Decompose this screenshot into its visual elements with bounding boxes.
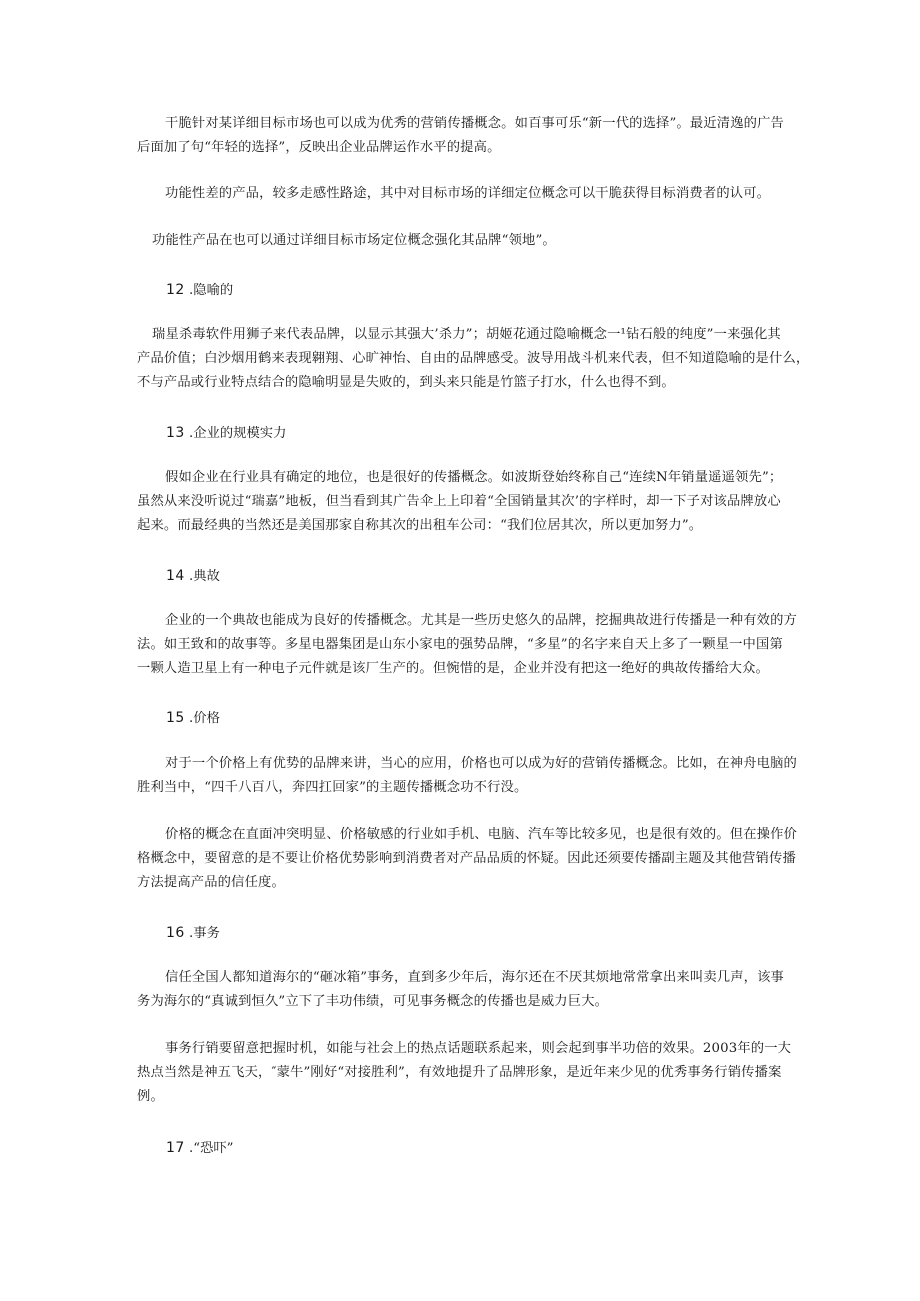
section-heading-14: [166, 566, 220, 587]
paragraph-scale-strength: [137, 466, 787, 538]
text-line: 法。如王致和的故事等。多星电器集团是山东小家电的强势品牌，“多星”的名字来自天上多了一颗星一中国第: [137, 637, 783, 652]
text-line: 起来。而最经典的当然还是美国那家自称其次的出租车公司：“我们位居其次，所以更加努力”。: [137, 518, 703, 533]
section-title: .典故: [184, 569, 220, 584]
paragraph-event-haier: [137, 966, 787, 1014]
section-number: 14: [166, 568, 185, 584]
text-line: 企业的一个典故也能成为良好的传播概念。尤其是一些历史悠久的品牌，挖掘典故进行传播是一种有效的方: [165, 613, 798, 628]
section-number: 17: [166, 1140, 185, 1156]
text-line: 务为海尔的“真诚到恒久”立下了丰功伟绩，可见事务概念的传播也是威力巨大。: [137, 994, 609, 1009]
section-heading-12: [166, 280, 233, 301]
section-title: .隐喻的: [184, 283, 234, 298]
paragraph-functional-products: [152, 229, 802, 253]
text-line: 功能性产品在也可以通过详细目标市场定位概念强化其品牌“领地”。: [152, 233, 556, 248]
paragraph-metaphor: [137, 323, 810, 395]
section-number: 12: [166, 282, 185, 298]
text-line: 干脆针对某详细目标市场也可以成为优秀的营销传播概念。如百事可乐“新一代的选择”。最近清逸的广告: [165, 116, 785, 131]
text-line: 胜利当中，“四千八百八，奔四扛回家”的主题传播概念功不行没。: [137, 780, 528, 795]
section-number: 16: [166, 925, 185, 941]
section-number: 13: [166, 425, 185, 441]
section-title: .价格: [184, 711, 220, 726]
text-line: 价格的概念在直面冲突明显、价格敏感的行业如手机、电脑、汽车等比较多见，也是很有效的。但在操作价: [165, 827, 798, 842]
text-line: 后面加了句“年轻的选择”，反映出企业品牌运作水平的提高。: [137, 140, 501, 155]
section-title: .事务: [184, 926, 220, 941]
section-heading-13: [166, 423, 286, 444]
paragraph-emotional-route: [137, 182, 787, 206]
section-title: .企业的规模实力: [184, 426, 287, 441]
paragraph-allusion: [137, 609, 798, 681]
text-line: 不与产品或行业特点结合的隐喻明显是失败的，到头来只能是竹篮子打水，什么也得不到。: [137, 375, 675, 390]
paragraph-target-market: [137, 112, 787, 160]
text-line: 格概念中，要留意的是不要让价格优势影响到消费者对产品品质的怀疑。因此还须要传播副主题及其他营销传播: [137, 851, 796, 866]
text-line: 信任全国人都知道海尔的“砸冰箱”事务，直到多少年后，海尔还在不厌其烦地常常拿出来叫卖几声，该事: [165, 970, 785, 985]
text-line: 热点当然是神五飞天，″蒙牛”刚好“对接胜利”，有效地提升了品牌形象，是近年来少见的优秀事务行销传播案: [137, 1065, 782, 1080]
text-line: 例。: [137, 1089, 164, 1104]
paragraph-price-advantage: [137, 752, 798, 800]
text-line: 方法提高产品的信任度。: [137, 875, 285, 890]
text-line: 产品价值；白沙烟用鹤来表现翱翔、心旷神怡、自由的品牌感受。波导用战斗机来代表，但不知道隐喻的是什么，: [137, 351, 810, 366]
text-line: 对于一个价格上有优势的品牌来讲，当心的应用，价格也可以成为好的营销传播概念。比如，在神舟电脑的: [165, 756, 798, 771]
section-number: 15: [166, 710, 185, 726]
section-heading-17: [166, 1138, 233, 1159]
paragraph-event-marketing: [137, 1037, 792, 1109]
section-heading-15: [166, 708, 220, 729]
text-line: 一颗人造卫星上有一种电子元件就是该厂生产的。但惋惜的是，企业并没有把这一绝好的典故传播给大众。: [137, 661, 770, 676]
text-line: 瑞星杀毒软件用狮子来代表品牌，以显示其强大’杀力”；胡姬花通过隐喻概念一¹钻石般的纯度”一来强化其: [152, 327, 781, 342]
paragraph-price-concept: [137, 823, 798, 895]
text-line: 功能性差的产品，较多走感性路途，其中对目标市场的详细定位概念可以干脆获得目标消费者的认可。: [165, 186, 771, 201]
text-line: 假如企业在行业具有确定的地位，也是很好的传播概念。如波斯登始终称自己“连续N年销量遥遥领先”；: [165, 470, 783, 485]
text-line: 虽然从来没听说过“瑞嘉”地板，但当看到其广告伞上上印着“全国销量其次’的字样时，却一下子对该品牌放心: [137, 494, 781, 509]
section-title: .“恐吓”: [184, 1141, 234, 1156]
section-heading-16: [166, 923, 220, 944]
text-line: 事务行销要留意把握时机，如能与社会上的热点话题联系起来，则会起到事半功倍的效果。2003年的一大: [165, 1041, 792, 1056]
